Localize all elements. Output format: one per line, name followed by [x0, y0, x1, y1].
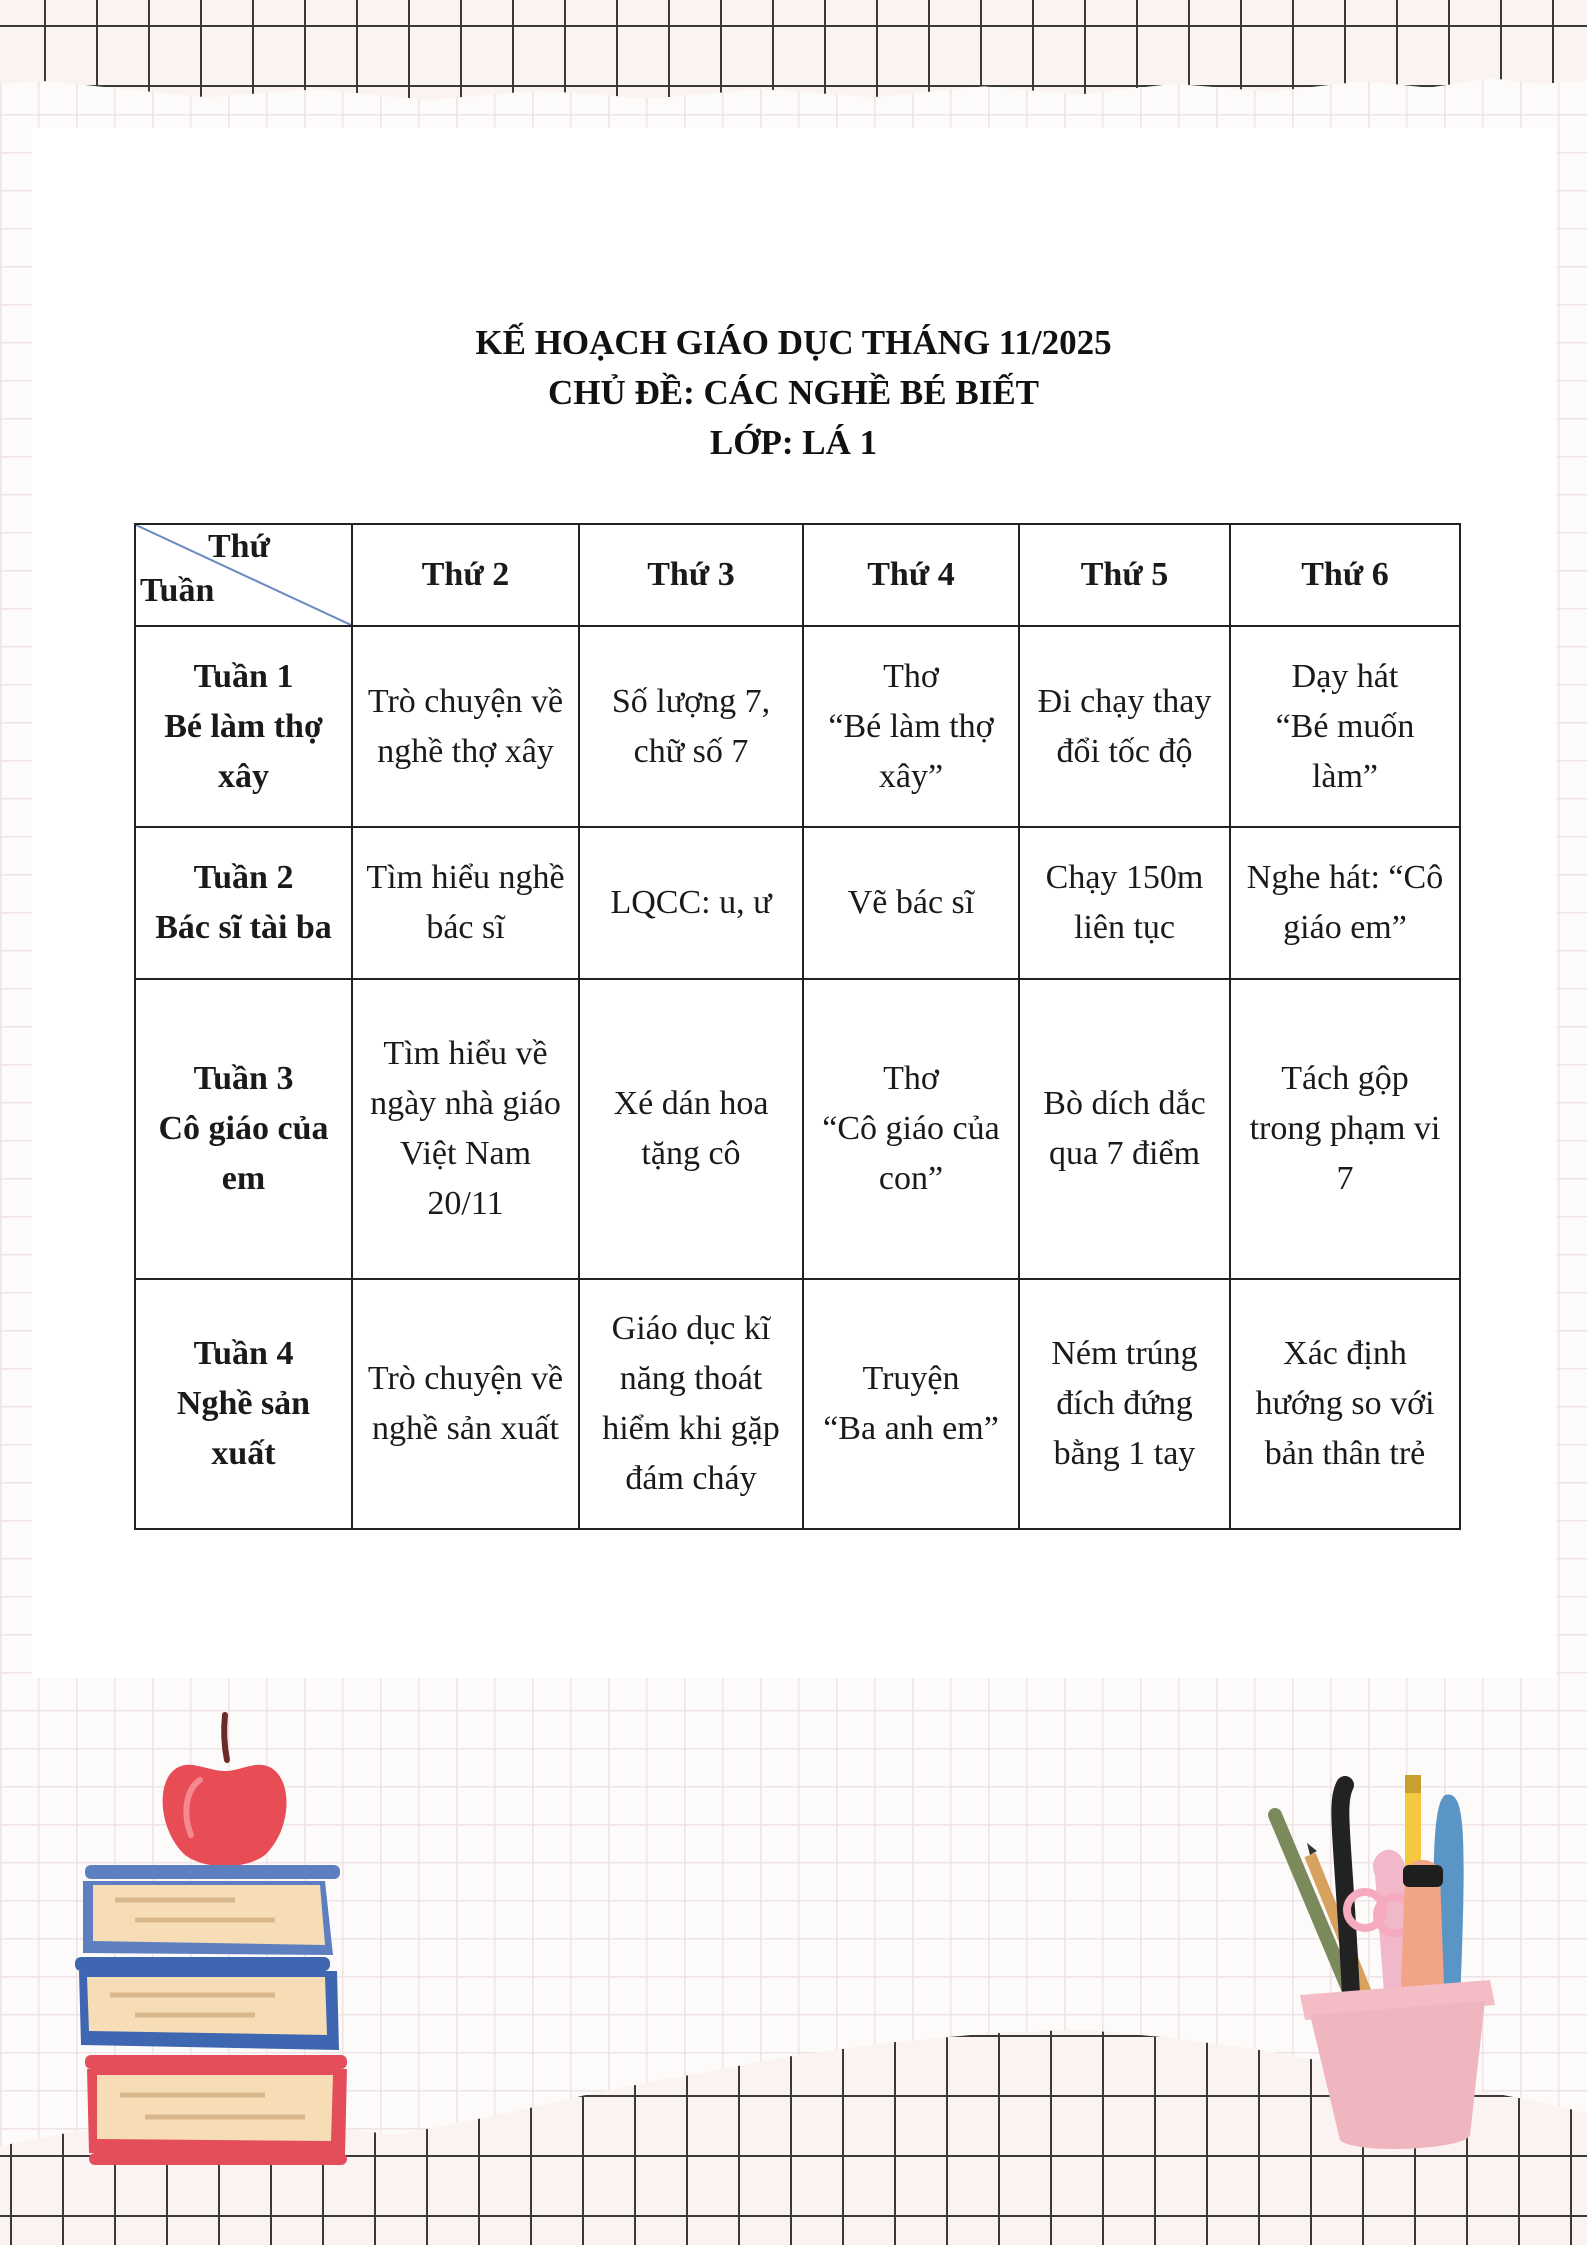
activity-text-line: Giáo dục kĩ — [611, 1310, 771, 1347]
activity-cell — [579, 979, 803, 1279]
activity-text-line: Thơ — [883, 1060, 939, 1097]
activity-text-line: “Bé muốn — [1275, 707, 1415, 745]
week-label-line: Tuần 2 — [193, 859, 294, 896]
activity-text-line: 7 — [1336, 1160, 1354, 1197]
week-label-line: em — [221, 1160, 266, 1197]
activity-text-line: đổi tốc độ — [1056, 732, 1193, 770]
activity-text-line: con” — [878, 1160, 944, 1197]
header-thu-6: Thứ 6 — [1230, 524, 1460, 626]
header-thu-2: Thứ 2 — [352, 524, 579, 626]
pencil-cup-icon — [1255, 1765, 1525, 2155]
activity-cell — [1230, 827, 1460, 979]
week-label-line: Nghề sản — [176, 1385, 311, 1422]
activity-text-line: Xác định — [1283, 1335, 1407, 1372]
activity-text-line: Chạy 150m — [1045, 859, 1204, 896]
corner-header-cell — [135, 524, 352, 626]
week-label-line: Bác sĩ tài ba — [155, 909, 332, 946]
activity-cell — [803, 1279, 1019, 1529]
week-label-cell — [135, 626, 352, 827]
activity-text-line: Trò chuyện về — [367, 1360, 564, 1397]
activity-cell — [579, 1279, 803, 1529]
activity-text-line: ngày nhà giáo — [370, 1085, 561, 1122]
week-label-cell — [135, 827, 352, 979]
activity-cell — [352, 979, 579, 1279]
activity-text-line: qua 7 điểm — [1048, 1135, 1201, 1172]
week-label-cell — [135, 979, 352, 1279]
activity-text-line: 20/11 — [427, 1185, 504, 1222]
title-line-plan: KẾ HOẠCH GIÁO DỤC THÁNG 11/2025 — [475, 323, 1112, 362]
activity-text-line: chữ số 7 — [633, 732, 749, 770]
week-label-line: Cô giáo của — [158, 1110, 329, 1147]
activity-text-line: Thơ — [883, 657, 939, 695]
activity-cell — [352, 626, 579, 827]
week-label-cell — [135, 1279, 352, 1529]
activity-text-line: liên tục — [1073, 909, 1176, 946]
activity-cell — [803, 979, 1019, 1279]
activity-cell — [1019, 827, 1230, 979]
activity-text-line: Số lượng 7, — [611, 682, 771, 720]
week-label-line: Tuần 3 — [193, 1060, 294, 1097]
week-label-line: Bé làm thợ — [164, 707, 323, 745]
activity-text-line: Tìm hiểu về — [383, 1035, 548, 1072]
activity-cell — [352, 1279, 579, 1529]
activity-text-line: Ném trúng — [1051, 1335, 1198, 1372]
activity-text-line: “Bé làm thợ — [828, 707, 994, 745]
document-title — [0, 318, 1587, 468]
activity-text-line: Bò dích dắc — [1043, 1085, 1206, 1122]
activity-text-line: nghề sản xuất — [372, 1410, 559, 1447]
activity-text-line: Xé dán hoa — [613, 1085, 769, 1122]
torn-grid-paper-top — [0, 0, 1587, 135]
corner-label-day: Thứ — [208, 528, 270, 565]
header-thu-3: Thứ 3 — [579, 524, 803, 626]
week-label-line: Tuần 1 — [193, 657, 294, 695]
activity-text-line: Đi chạy thay — [1037, 682, 1212, 720]
activity-text-line: hiểm khi gặp — [602, 1410, 780, 1447]
activity-cell — [1230, 979, 1460, 1279]
activity-text-line: bác sĩ — [426, 909, 505, 946]
activity-cell — [579, 626, 803, 827]
activity-text-line: “Cô giáo của — [822, 1110, 1000, 1147]
activity-text-line: tặng cô — [641, 1135, 741, 1172]
week-label-line: xây — [218, 757, 269, 795]
header-thu-4: Thứ 4 — [803, 524, 1019, 626]
activity-text-line: “Ba anh em” — [823, 1410, 999, 1447]
week-label-line: Tuần 4 — [193, 1335, 294, 1372]
activity-text-line: Việt Nam — [399, 1135, 532, 1172]
table-header-row — [135, 524, 1460, 626]
header-thu-5: Thứ 5 — [1019, 524, 1230, 626]
activity-cell — [803, 827, 1019, 979]
table-row — [135, 626, 1460, 827]
activity-text-line: bằng 1 tay — [1053, 1435, 1196, 1472]
activity-cell — [803, 626, 1019, 827]
activity-text-line: đám cháy — [625, 1460, 757, 1497]
table-row — [135, 1279, 1460, 1529]
activity-text-line: LQCC: u, ư — [610, 884, 772, 921]
activity-text-line: giáo em” — [1283, 909, 1407, 946]
activity-text-line: đích đứng — [1056, 1385, 1193, 1422]
title-line-class: LỚP: LÁ 1 — [709, 423, 878, 462]
activity-text-line: Dạy hát — [1291, 657, 1399, 695]
activity-cell — [352, 827, 579, 979]
activity-text-line: bản thân trẻ — [1264, 1435, 1426, 1472]
activity-cell — [1230, 626, 1460, 827]
title-line-topic: CHỦ ĐỀ: CÁC NGHỀ BÉ BIẾT — [547, 373, 1040, 412]
activity-text-line: làm” — [1311, 757, 1379, 795]
activity-text-line: trong phạm vi — [1249, 1110, 1441, 1147]
activity-cell — [1230, 1279, 1460, 1529]
activity-cell — [1019, 1279, 1230, 1529]
activity-text-line: Truyện — [862, 1360, 960, 1397]
activity-text-line: Tách gộp — [1281, 1060, 1409, 1097]
activity-cell — [579, 827, 803, 979]
week-label-line: xuất — [211, 1435, 276, 1472]
table-row — [135, 979, 1460, 1279]
activity-cell — [1019, 626, 1230, 827]
apple-on-books-icon — [75, 1705, 385, 2175]
table-row — [135, 827, 1460, 979]
corner-label-week: Tuần — [140, 572, 215, 609]
activity-text-line: năng thoát — [619, 1360, 763, 1397]
activity-cell — [1019, 979, 1230, 1279]
activity-text-line: Trò chuyện về — [367, 682, 564, 720]
activity-text-line: Tìm hiểu nghề — [366, 859, 565, 896]
activity-text-line: nghề thợ xây — [377, 732, 554, 770]
activity-text-line: xây” — [878, 757, 944, 795]
activity-text-line: Nghe hát: “Cô — [1246, 859, 1444, 896]
activity-text-line: hướng so với — [1255, 1385, 1435, 1422]
activity-text-line: Vẽ bác sĩ — [847, 884, 975, 921]
weekly-plan-table — [134, 523, 1461, 1530]
